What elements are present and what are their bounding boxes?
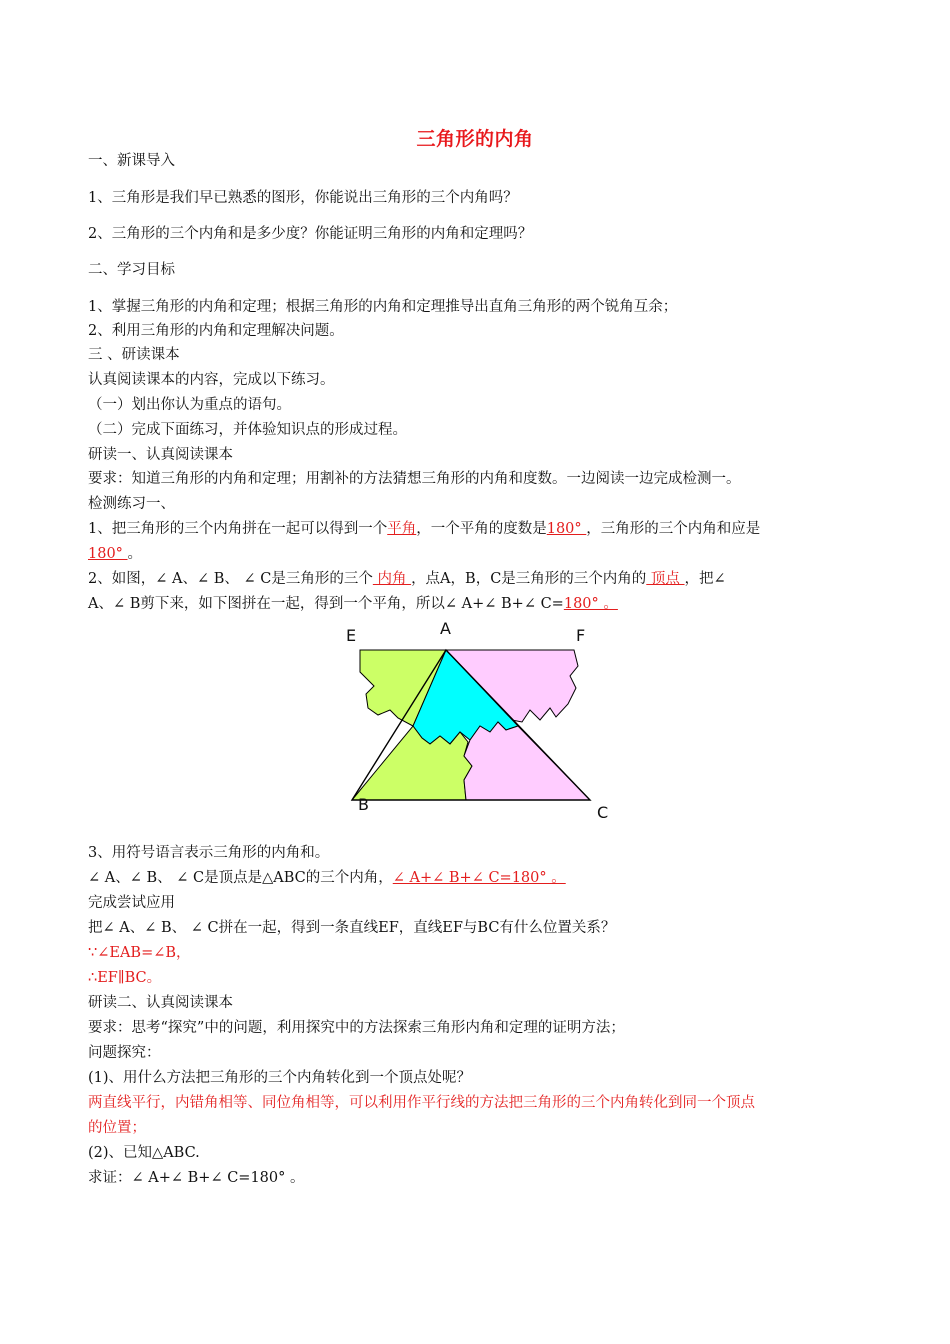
- section-intro-heading: 一、新课导入: [88, 153, 175, 169]
- label-e: E: [346, 626, 357, 645]
- goal-2: 2、利用三角形的内角和定理解决问题。: [88, 323, 344, 339]
- label-a: A: [440, 619, 451, 638]
- exercise-3-text: ∠ A、∠ B、 ∠ C是顶点是△ABC的三个内角，: [88, 870, 393, 886]
- exercise-1-answer-1: 平角: [387, 521, 417, 537]
- exercise-1-text-d: 。: [127, 546, 143, 562]
- triangle-angle-figure: [338, 614, 628, 824]
- intro-question-1: 1、三角形是我们早已熟悉的图形，你能说出三角形的三个内角吗？: [88, 190, 518, 206]
- study-one-heading: 研读一、认真阅读课本: [88, 447, 233, 463]
- exercise-1-text-c: ，三角形的三个内角和应是: [586, 521, 761, 537]
- apply-answer-1: ∵∠EAB=∠B，: [88, 945, 191, 961]
- apply-heading: 完成尝试应用: [88, 895, 175, 911]
- explore-answer-line-2: 的位置；: [88, 1120, 146, 1136]
- study-one-requirement: 要求：知道三角形的内角和定理；用割补的方法猜想三角形的内角和度数。一边阅读一边完成检测一。: [88, 471, 741, 487]
- exercise-2-text-b: ，点A，B，C是三角形的三个内角的: [411, 571, 647, 587]
- exercise-2-answer-1: 内角: [372, 571, 412, 587]
- triangle-angle-diagram: [338, 614, 628, 824]
- study-two-requirement: 要求：思考“探究”中的问题，利用探究中的方法探索三角形内角和定理的证明方法；: [88, 1020, 625, 1036]
- exercise-3-line: [88, 868, 566, 888]
- apply-answer-2: ∴EF∥BC。: [88, 970, 162, 986]
- prove-statement: 求证：∠ A+∠ B+∠ C=180° 。: [88, 1170, 305, 1186]
- exercise-3-question: 3、用符号语言表示三角形的内角和。: [88, 845, 330, 861]
- exercise-1-text-a: 1、把三角形的三个内角拼在一起可以得到一个: [88, 521, 388, 537]
- reading-instruction-2: （二）完成下面练习，并体验知识点的形成过程。: [88, 422, 407, 438]
- section-goals-heading: 二、学习目标: [88, 262, 175, 278]
- explore-question-2: (2)、已知△ABC.: [88, 1145, 200, 1161]
- exercise-1-answer-2: 180°: [546, 521, 587, 537]
- exercise-2-line-1: [88, 569, 726, 589]
- study-two-heading: 研读二、认真阅读课本: [88, 995, 233, 1011]
- label-f: F: [576, 626, 586, 645]
- intro-question-2: 2、三角形的三个内角和是多少度？你能证明三角形的内角和定理吗？: [88, 226, 533, 242]
- exercise-3-answer: ∠ A+∠ B+∠ C=180° 。: [392, 870, 566, 886]
- label-b: B: [358, 795, 369, 814]
- exercise-2-answer-2: 顶点: [646, 571, 685, 587]
- exercise-2-line-2: [88, 594, 618, 614]
- document-title: 三角形的内角: [416, 128, 534, 150]
- exercise-2-text-c: ，把∠: [684, 571, 726, 587]
- exercise-1-answer-3: 180°: [88, 546, 128, 562]
- goal-1: 1、掌握三角形的内角和定理；根据三角形的内角和定理推导出直角三角形的两个锐角互余；: [88, 299, 678, 315]
- exercise-1-line-2: [88, 544, 142, 564]
- exercise-2-text-a: 2、如图，∠ A、∠ B、 ∠ C是三角形的三个: [88, 571, 373, 587]
- explore-heading: 问题探究：: [88, 1045, 161, 1061]
- explore-answer-line-1: 两直线平行，内错角相等、同位角相等，可以利用作平行线的方法把三角形的三个内角转化到同一个顶点: [88, 1095, 755, 1111]
- exercise-1-line-1: [88, 519, 760, 539]
- label-c: C: [597, 803, 609, 822]
- reading-instruction-1: （一）划出你认为重点的语句。: [88, 397, 291, 413]
- exercise-2-text-d: A、∠ B剪下来，如下图拼在一起，得到一个平角，所以∠ A+∠ B+∠ C=: [88, 596, 564, 612]
- apply-question: 把∠ A、∠ B、 ∠ C拼在一起，得到一条直线EF，直线EF与BC有什么位置关系？: [88, 920, 616, 936]
- exercise-2-answer-3: 180° 。: [563, 596, 618, 612]
- section-reading-heading: 三 、研读课本: [88, 347, 180, 363]
- reading-intro: 认真阅读课本的内容，完成以下练习。: [88, 372, 335, 388]
- explore-question-1: (1)、用什么方法把三角形的三个内角转化到一个顶点处呢？: [88, 1070, 472, 1086]
- check-exercise-heading: 检测练习一、: [88, 496, 175, 512]
- exercise-1-text-b: ，一个平角的度数是: [416, 521, 547, 537]
